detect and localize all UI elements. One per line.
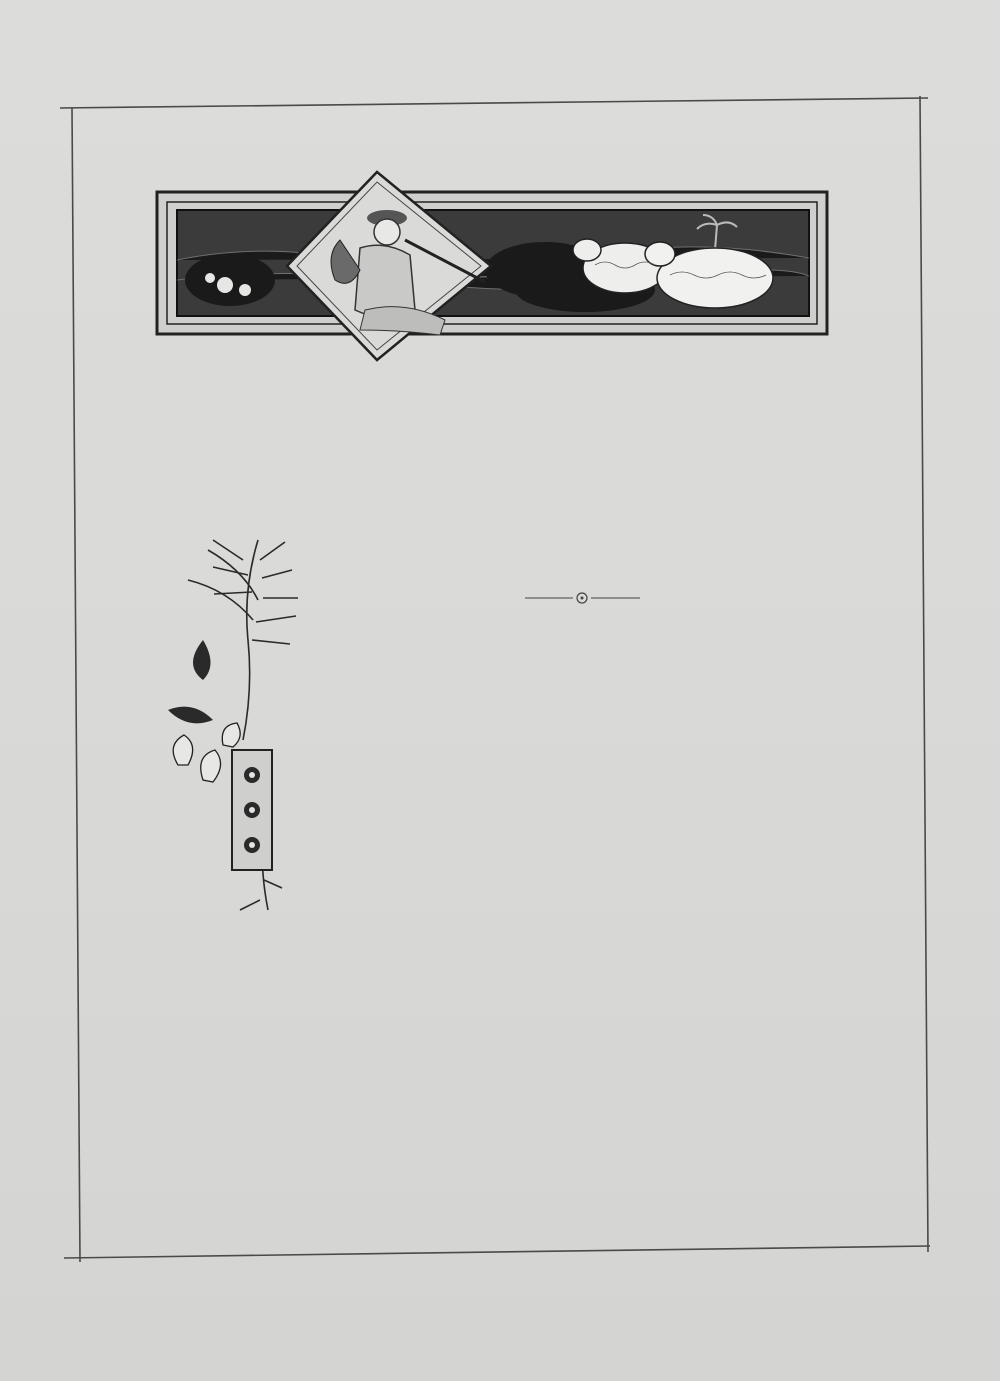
floral-initial-ornament — [148, 530, 318, 930]
title-divider-ornament — [525, 590, 640, 606]
header-vignette-illustration — [155, 170, 830, 362]
